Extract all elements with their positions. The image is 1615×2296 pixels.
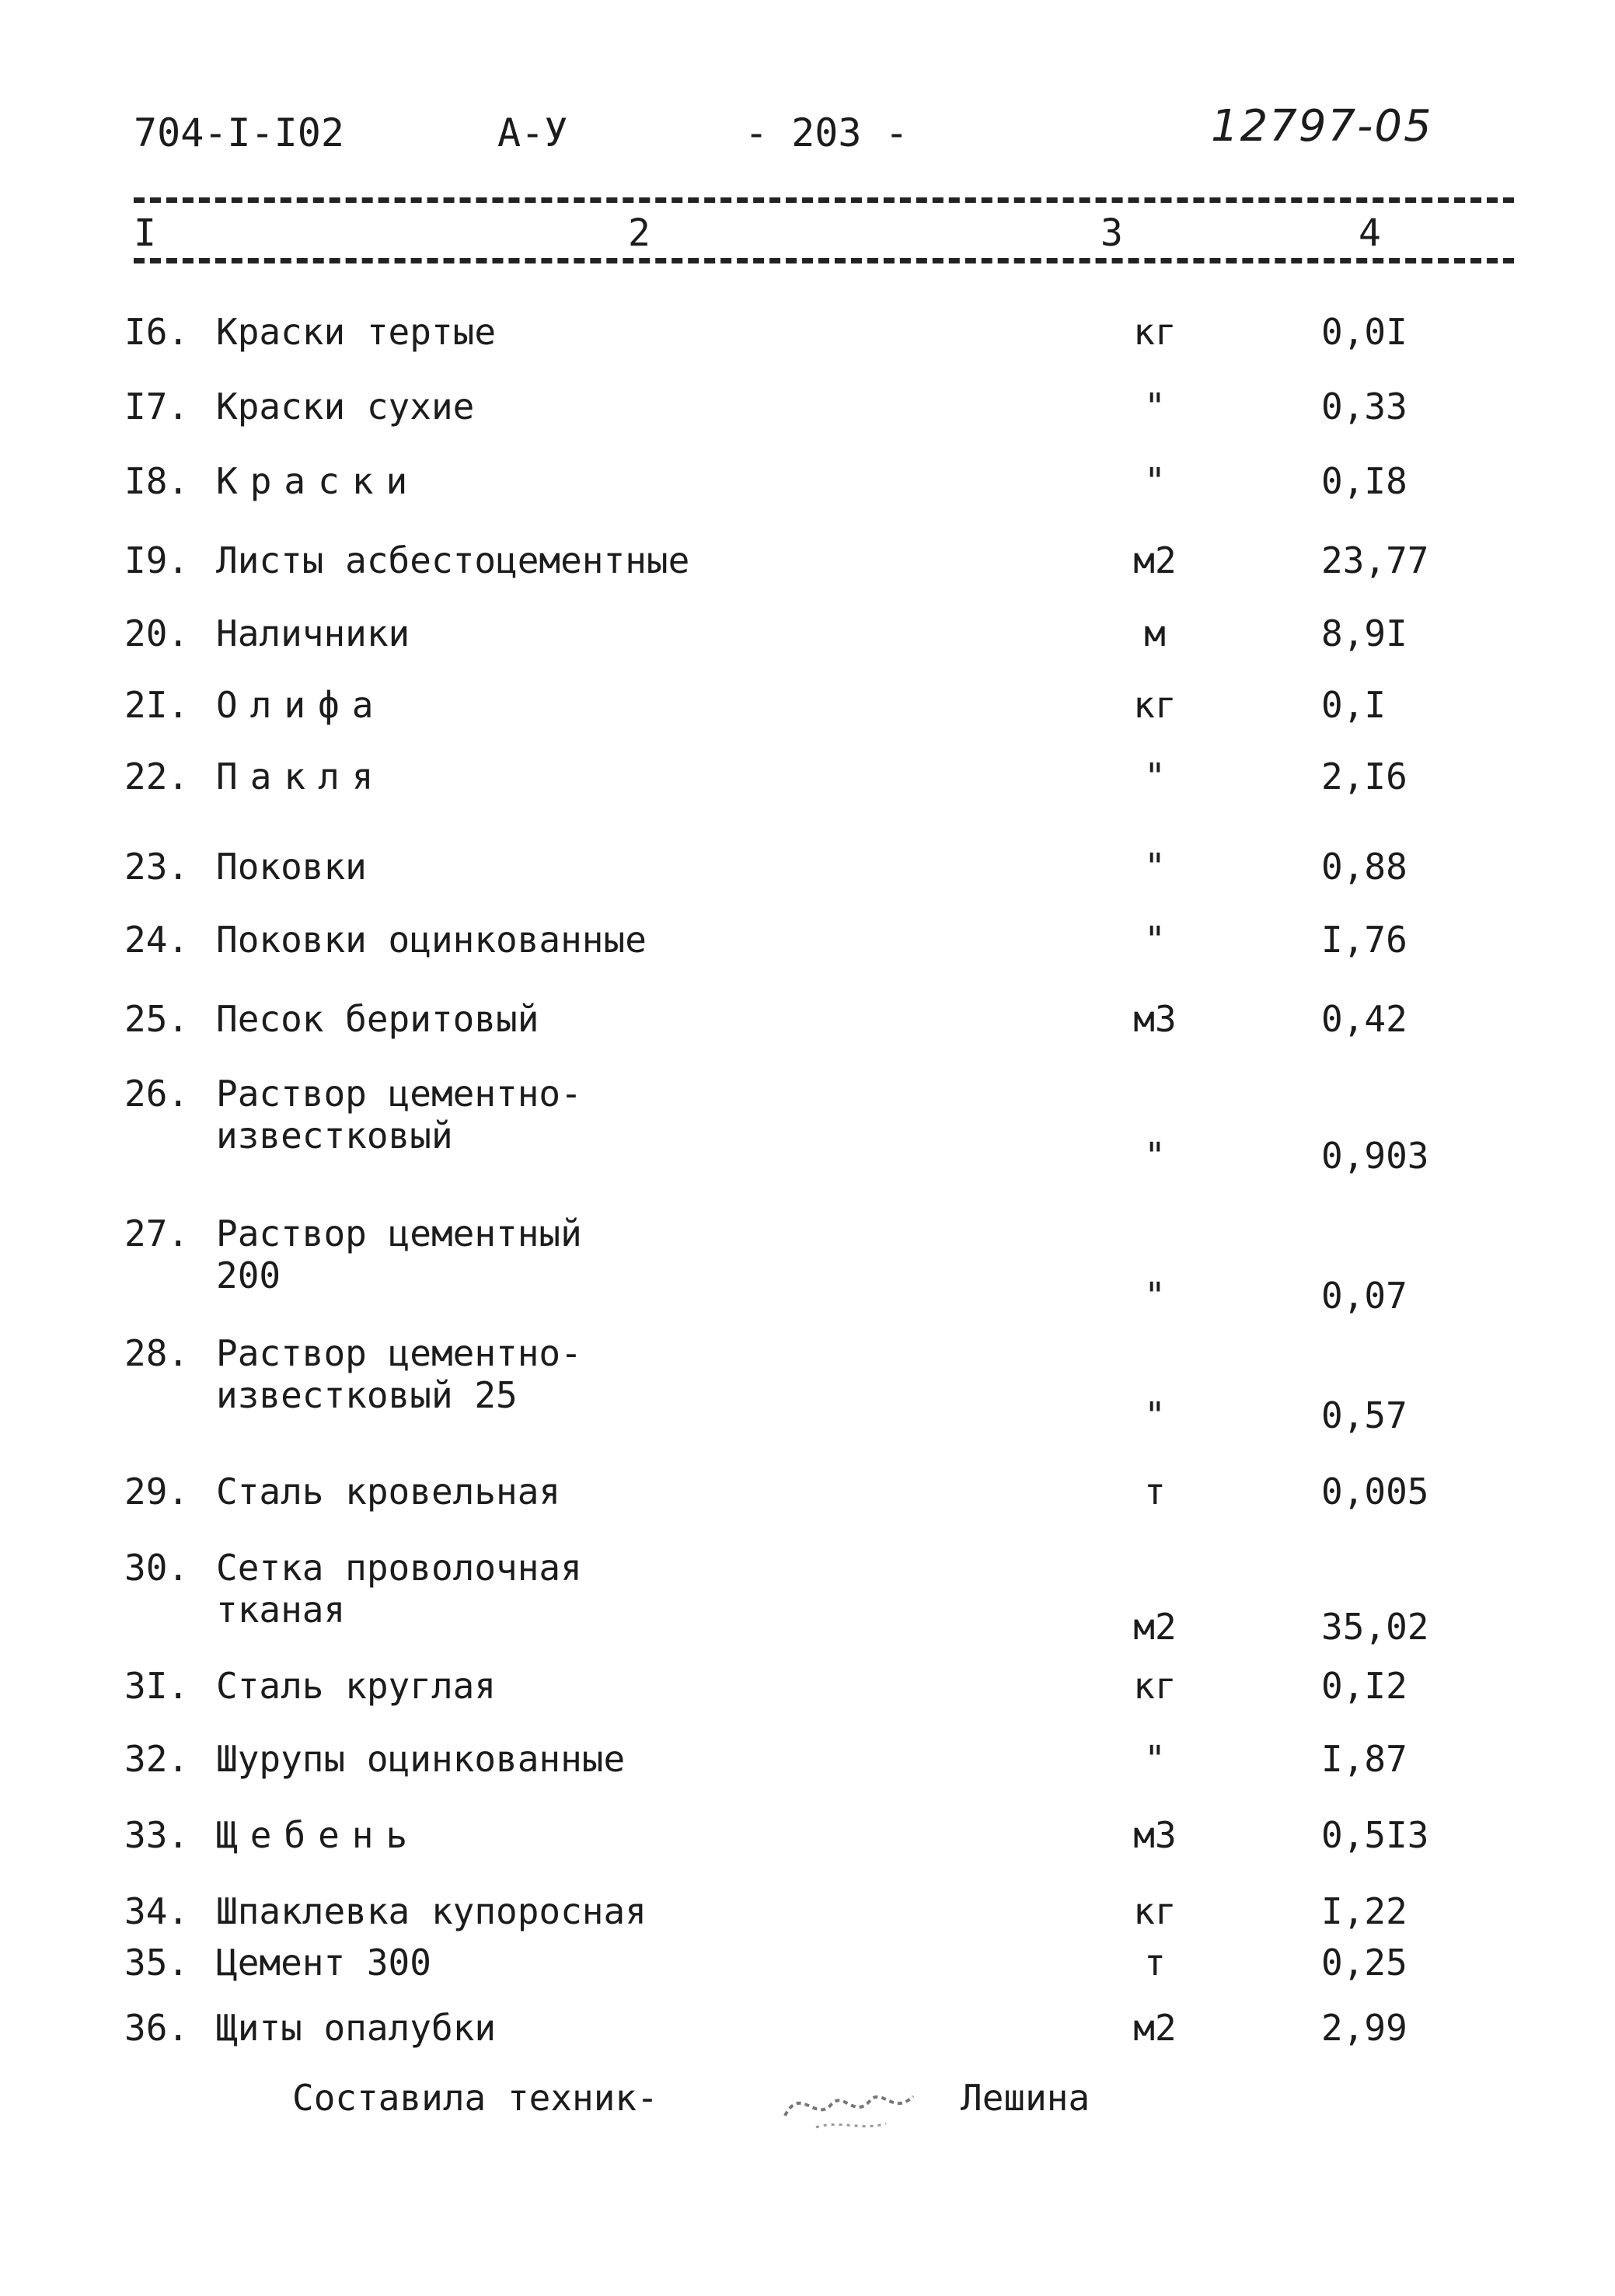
row-name: Раствор цементно- [216, 1073, 582, 1115]
row-unit: кг [1133, 1890, 1177, 1932]
row-unit: м2 [1133, 1606, 1177, 1648]
row-unit: м2 [1133, 539, 1177, 581]
row-unit: " [1144, 1135, 1166, 1177]
row-quantity: I,87 [1321, 1738, 1407, 1780]
row-unit: " [1144, 1275, 1166, 1317]
row-unit: " [1144, 755, 1166, 797]
document-code: 704-I-I02 [134, 110, 344, 155]
row-number: I7. [124, 386, 190, 427]
signature-scribble [769, 2061, 925, 2139]
row-number: 36. [124, 2007, 190, 2049]
row-name-continuation: 200 [216, 1254, 281, 1296]
material-name [124, 1942, 431, 1984]
row-name: Цемент 300 [216, 1942, 431, 1984]
material-name [124, 1471, 560, 1513]
material-name [124, 1890, 647, 1932]
row-unit: кг [1133, 311, 1177, 353]
row-quantity: 0,88 [1321, 846, 1407, 888]
row-name: Раствор цементно- [216, 1332, 582, 1374]
row-name: Щебень [216, 1814, 420, 1856]
table-top-dashed-rule [134, 197, 1514, 203]
row-number: 35. [124, 1942, 190, 1984]
material-name [124, 1738, 625, 1780]
row-number: 27. [124, 1213, 190, 1254]
row-number: I9. [124, 539, 190, 581]
row-number: 34. [124, 1890, 190, 1932]
row-quantity: 0,005 [1321, 1471, 1429, 1513]
row-name: Сталь кровельная [216, 1471, 561, 1513]
material-name [124, 2007, 496, 2049]
row-quantity: 0,5I3 [1321, 1814, 1429, 1856]
row-quantity: 0,903 [1321, 1135, 1429, 1177]
material-name [124, 311, 496, 353]
material-name [124, 539, 689, 581]
row-number: 33. [124, 1814, 190, 1856]
row-unit: м3 [1133, 1814, 1177, 1856]
row-name: Пакля [216, 755, 386, 797]
column-number-4: 4 [1359, 211, 1381, 255]
row-number: 22. [124, 755, 190, 797]
table-header-dashed-rule [134, 258, 1514, 263]
row-name: Щиты опалубки [216, 2007, 497, 2049]
row-number: 23. [124, 846, 190, 888]
row-quantity: 2,99 [1321, 2007, 1407, 2049]
compiled-by-label: Составила техник- [292, 2077, 658, 2119]
row-quantity: 0,0I [1321, 311, 1407, 353]
row-number: I8. [124, 460, 190, 502]
material-name [124, 460, 420, 502]
row-quantity: 8,9I [1321, 612, 1407, 654]
row-quantity: 0,42 [1321, 998, 1407, 1040]
row-name: Поковки [216, 846, 367, 888]
row-name: Наличники [216, 612, 410, 654]
material-name [124, 846, 367, 888]
row-unit: м [1144, 612, 1166, 654]
row-number: 29. [124, 1471, 190, 1513]
row-name-continuation: известковый 25 [216, 1374, 518, 1416]
row-quantity: 0,I [1321, 684, 1387, 726]
column-number-3: 3 [1101, 211, 1123, 255]
row-unit: " [1144, 1738, 1166, 1780]
material-name [124, 1332, 582, 1416]
row-quantity: 0,I8 [1321, 460, 1407, 502]
material-name [124, 919, 647, 961]
section-mark: А-У [497, 110, 568, 155]
row-name: Краски сухие [216, 386, 475, 427]
row-name: Шурупы оцинкованные [216, 1738, 626, 1780]
row-quantity: 0,I2 [1321, 1665, 1407, 1707]
row-unit: т [1144, 1942, 1166, 1984]
row-name: Раствор цементный [216, 1213, 582, 1254]
row-quantity: 0,57 [1321, 1394, 1407, 1436]
row-quantity: 23,77 [1321, 539, 1429, 581]
row-number: 28. [124, 1332, 190, 1374]
row-unit: " [1144, 846, 1166, 888]
row-number: 26. [124, 1073, 190, 1115]
row-quantity: 35,02 [1321, 1606, 1429, 1648]
handwritten-doc-number: 12797-05 [1211, 101, 1433, 152]
row-number: 3I. [124, 1665, 190, 1707]
row-quantity: I,76 [1321, 919, 1407, 961]
material-name [124, 998, 539, 1040]
row-quantity: I,22 [1321, 1890, 1407, 1932]
material-name [124, 1665, 496, 1707]
row-number: 32. [124, 1738, 190, 1780]
material-name [124, 1213, 582, 1296]
row-name: Листы асбестоцементные [216, 539, 690, 581]
material-name [124, 755, 385, 797]
row-quantity: 2,I6 [1321, 755, 1407, 797]
row-name: Сетка проволочная [216, 1547, 582, 1589]
material-name [124, 386, 474, 427]
page-number: - 203 - [745, 110, 909, 155]
row-unit: кг [1133, 1665, 1177, 1707]
row-number: 30. [124, 1547, 190, 1589]
column-number-2: 2 [628, 211, 651, 255]
row-number: 24. [124, 919, 190, 961]
row-number: 2I. [124, 684, 190, 726]
row-name: Краски тертые [216, 311, 497, 353]
row-name-continuation: известковый [216, 1115, 453, 1157]
material-name [124, 684, 385, 726]
row-quantity: 0,25 [1321, 1942, 1407, 1984]
row-name: Шпаклевка купоросная [216, 1890, 647, 1932]
row-number: 25. [124, 998, 190, 1040]
row-name: Олифа [216, 684, 386, 726]
row-unit: т [1144, 1471, 1166, 1513]
row-name: Сталь круглая [216, 1665, 497, 1707]
material-name [124, 1547, 582, 1631]
row-unit: " [1144, 919, 1166, 961]
row-unit: " [1144, 386, 1166, 427]
row-unit: кг [1133, 684, 1177, 726]
row-name: Поковки оцинкованные [216, 919, 647, 961]
row-number: I6. [124, 311, 190, 353]
row-name: Песок беритовый [216, 998, 539, 1040]
compiler-name: Лешина [961, 2077, 1090, 2119]
material-name [124, 1073, 582, 1157]
row-name-continuation: тканая [216, 1589, 346, 1631]
row-unit: " [1144, 460, 1166, 502]
row-quantity: 0,07 [1321, 1275, 1407, 1317]
row-unit: м3 [1133, 998, 1177, 1040]
row-number: 20. [124, 612, 190, 654]
row-unit: м2 [1133, 2007, 1177, 2049]
row-unit: " [1144, 1394, 1166, 1436]
material-name [124, 1814, 420, 1856]
material-name [124, 612, 410, 654]
row-quantity: 0,33 [1321, 386, 1407, 427]
row-name: Краски [216, 460, 420, 502]
column-number-1: I [134, 211, 156, 255]
